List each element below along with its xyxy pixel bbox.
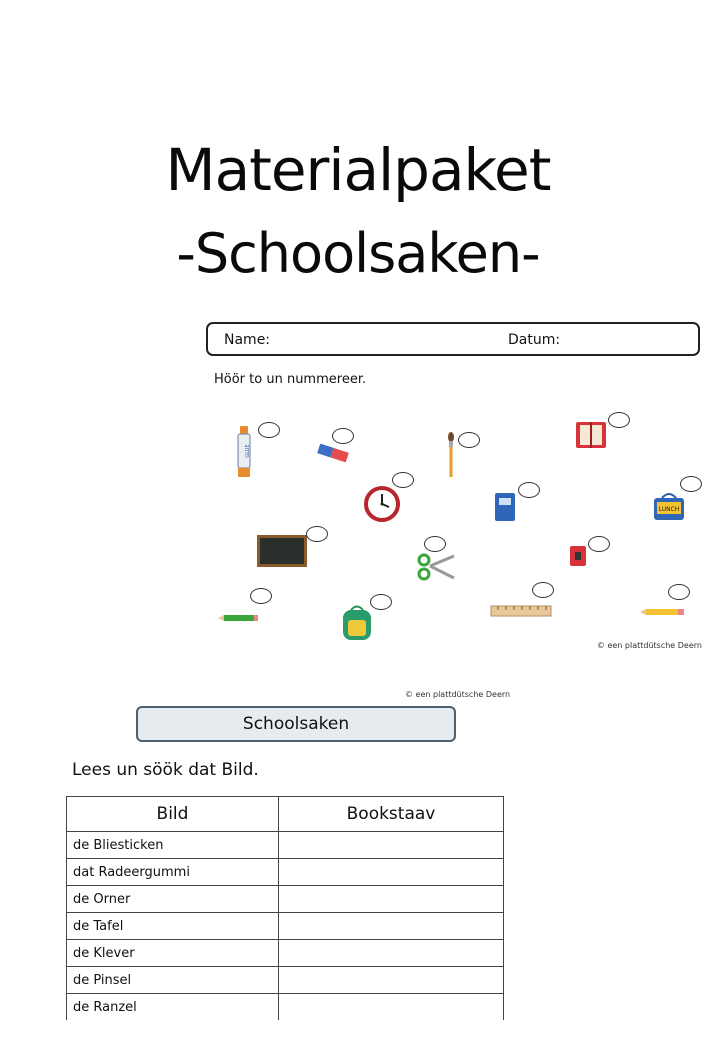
table-row xyxy=(67,967,504,994)
clock-icon xyxy=(364,486,400,526)
worksheet-instruction: Höör to un nummereer. xyxy=(214,372,367,387)
answer-bubble[interactable] xyxy=(370,594,392,610)
letter-cell[interactable] xyxy=(279,886,504,913)
answer-bubble[interactable] xyxy=(608,412,630,428)
letter-cell[interactable] xyxy=(279,859,504,886)
word-cell: dat Radeergummi xyxy=(67,859,279,886)
table-row xyxy=(67,994,504,1021)
chalkboard-icon xyxy=(256,534,308,574)
glue-label: GLUE xyxy=(245,444,251,458)
table-row xyxy=(67,859,504,886)
word-cell: de Pinsel xyxy=(67,967,279,994)
answer-bubble[interactable] xyxy=(392,472,414,488)
word-cell: de Ranzel xyxy=(67,994,279,1021)
answer-bubble[interactable] xyxy=(424,536,446,552)
scissors-icon xyxy=(416,552,456,586)
letter-cell[interactable] xyxy=(279,832,504,859)
table-row xyxy=(67,940,504,967)
lunch-label: LUNCH xyxy=(658,506,680,513)
answer-bubble[interactable] xyxy=(258,422,280,438)
ruler-icon xyxy=(490,602,552,621)
answer-bubble[interactable] xyxy=(458,432,480,448)
book-icon xyxy=(574,420,608,454)
section-banner: Schoolsaken xyxy=(136,706,456,742)
date-label: Datum: xyxy=(508,332,561,348)
letter-cell[interactable] xyxy=(279,913,504,940)
worksheet-credit: © een plattdütsche Deern xyxy=(596,641,702,650)
answer-bubble[interactable] xyxy=(668,584,690,600)
backpack-icon xyxy=(340,604,374,646)
page-title: Materialpaket xyxy=(165,136,551,204)
glue-stick-icon xyxy=(236,426,254,482)
letter-cell[interactable] xyxy=(279,967,504,994)
word-cell: de Orner xyxy=(67,886,279,913)
eraser-icon xyxy=(316,444,350,466)
table-row xyxy=(67,832,504,859)
table-header-row xyxy=(67,797,504,832)
sharpener-icon xyxy=(568,544,588,572)
reading-instruction: Lees un söök dat Bild. xyxy=(72,760,259,780)
page-subtitle: -Schoolsaken- xyxy=(176,222,540,285)
table-row xyxy=(67,886,504,913)
word-cell: de Tafel xyxy=(67,913,279,940)
copyright-credit: © een plattdütsche Deern xyxy=(405,690,511,699)
worksheet-preview xyxy=(190,308,720,704)
word-cell: de Klever xyxy=(67,940,279,967)
paintbrush-icon xyxy=(446,432,456,482)
letter-cell[interactable] xyxy=(279,994,504,1021)
column-header-bookstaav: Bookstaav xyxy=(279,797,504,832)
lunchbox-icon xyxy=(652,490,686,526)
pencil-yellow-icon xyxy=(640,602,684,621)
notebook-icon xyxy=(494,492,516,526)
word-table xyxy=(66,796,504,1020)
column-header-bild: Bild xyxy=(67,797,279,832)
answer-bubble[interactable] xyxy=(588,536,610,552)
answer-bubble[interactable] xyxy=(332,428,354,444)
pencil-green-icon xyxy=(218,608,258,627)
answer-bubble[interactable] xyxy=(532,582,554,598)
letter-cell[interactable] xyxy=(279,940,504,967)
answer-bubble[interactable] xyxy=(680,476,702,492)
answer-bubble[interactable] xyxy=(306,526,328,542)
name-date-box xyxy=(206,322,700,356)
answer-bubble[interactable] xyxy=(518,482,540,498)
name-label: Name: xyxy=(224,332,271,348)
table-row xyxy=(67,913,504,940)
word-cell: de Bliesticken xyxy=(67,832,279,859)
answer-bubble[interactable] xyxy=(250,588,272,604)
